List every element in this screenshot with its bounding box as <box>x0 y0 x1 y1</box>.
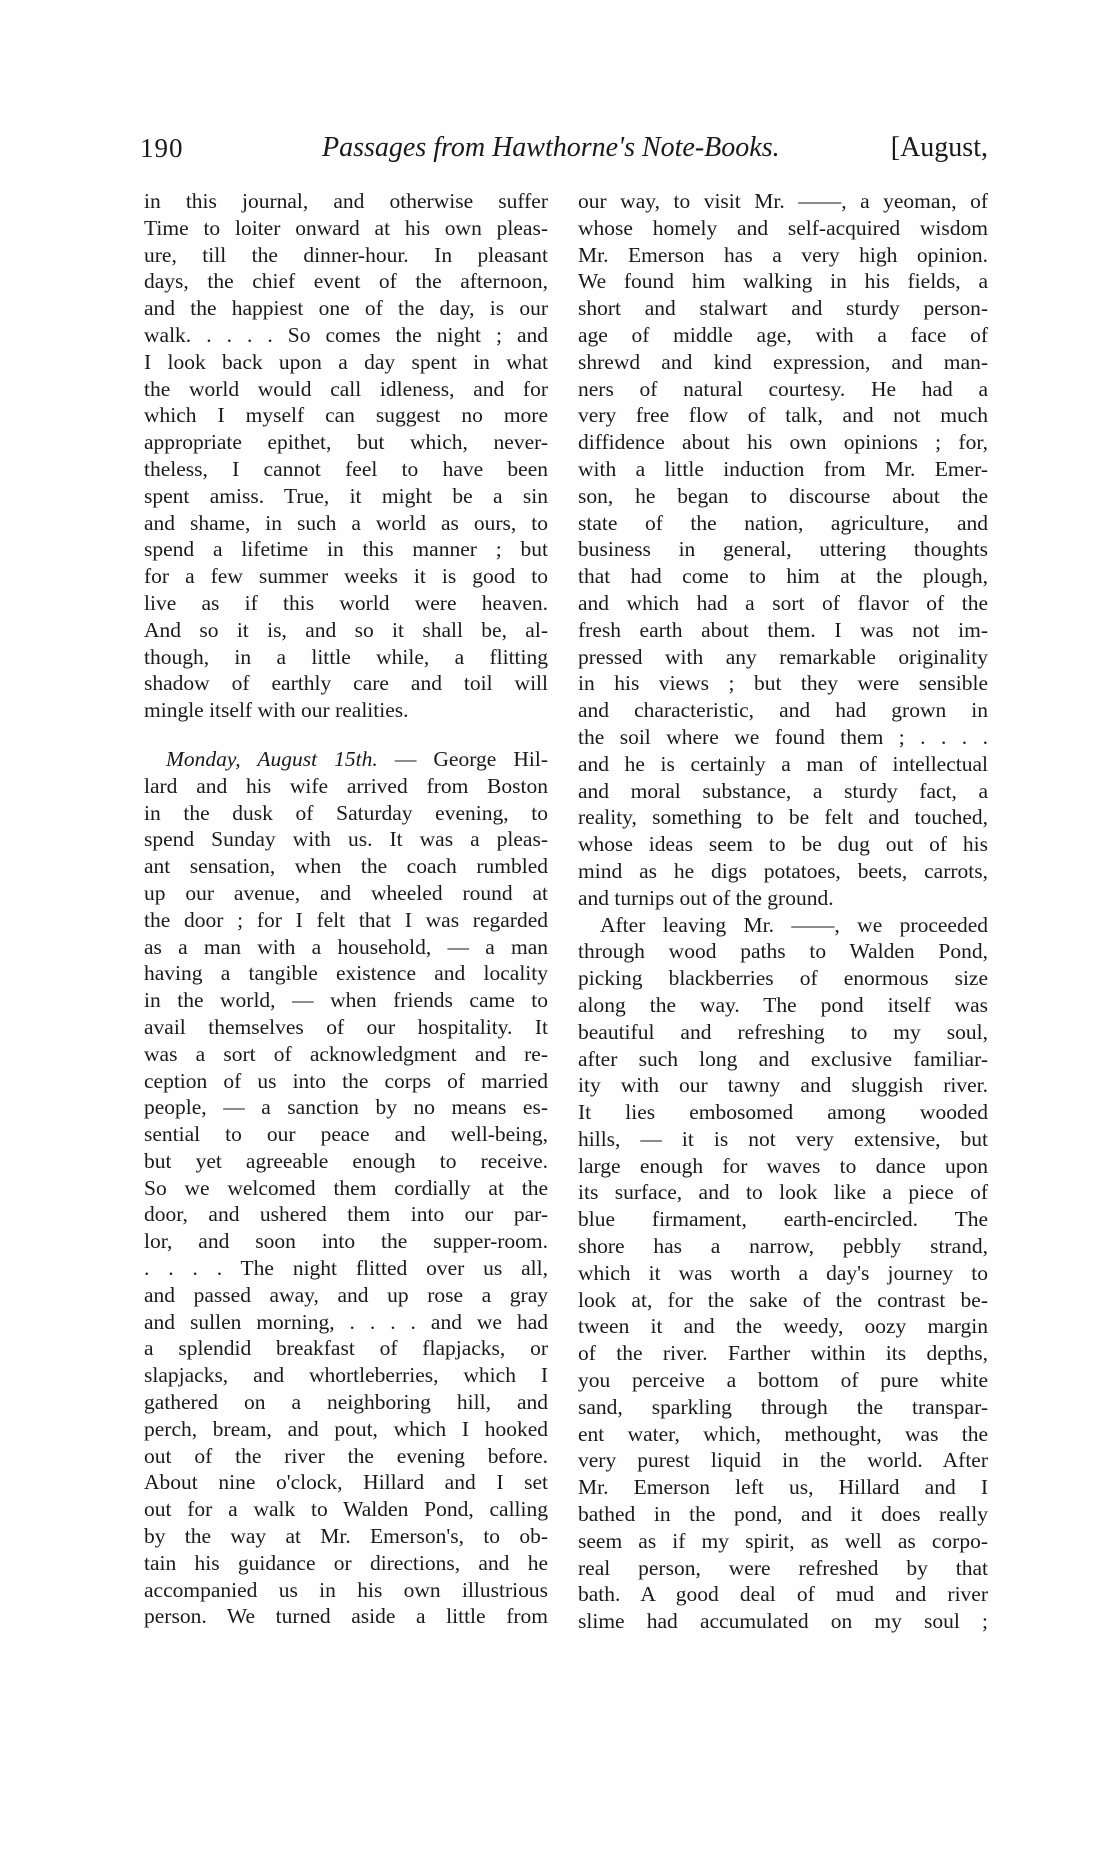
page-number: 190 <box>140 133 184 163</box>
text-line: though, in a little while, a flitting <box>144 644 548 669</box>
text-line: the world would call idleness, and for <box>144 376 548 401</box>
text-line: and turnips out of the ground. <box>578 885 834 910</box>
text-line: in his views ; but they were sensible <box>578 671 988 696</box>
text-line: Time to loiter onward at his own pleas- <box>144 215 548 240</box>
text-line: spend a lifetime in this manner ; but <box>144 537 548 562</box>
text-line: sential to our peace and well-being, <box>144 1122 548 1147</box>
text-line: and moral substance, a sturdy fact, a <box>578 778 988 803</box>
text-line: out for a walk to Walden Pond, calling <box>144 1497 548 1522</box>
entry-first-line: — George Hil- <box>377 746 548 771</box>
text-line: accompanied us in his own illustrious <box>144 1577 548 1602</box>
text-line: perch, bream, and pout, which I hooked <box>144 1416 548 1441</box>
text-line: ception of us into the corps of married <box>144 1068 548 1093</box>
text-line: spend Sunday with us. It was a pleas- <box>144 827 548 852</box>
text-line: having a tangible existence and locality <box>144 961 548 986</box>
text-line: days, the chief event of the afternoon, <box>144 269 548 294</box>
text-line: of the river. Farther within its depths, <box>578 1341 988 1366</box>
text-line: after such long and exclusive familiar- <box>578 1046 988 1071</box>
text-line: reality, something to be felt and touched, <box>578 805 988 830</box>
text-line: large enough for waves to dance upon <box>578 1153 988 1178</box>
left-column <box>144 188 548 1630</box>
text-line: avail themselves of our hospitality. It <box>144 1014 548 1039</box>
text-line: and the happiest one of the day, is our <box>144 296 548 321</box>
text-line: and he is certainly a man of intellectual <box>578 751 988 776</box>
text-line: was a sort of acknowledgment and re- <box>144 1041 548 1066</box>
section-label: [August, <box>890 132 988 163</box>
text-line: in this journal, and otherwise suffer <box>144 189 548 213</box>
text-line: business in general, uttering thoughts <box>578 537 988 562</box>
text-line: with a little induction from Mr. Emer- <box>578 456 988 481</box>
text-line: whose ideas seem to be dug out of his <box>578 832 988 857</box>
text-line: and sullen morning, . . . . and we had <box>144 1309 548 1334</box>
text-line: shrewd and kind expression, and man- <box>578 349 988 374</box>
text-line: slapjacks, and whortleberries, which I <box>144 1363 548 1388</box>
text-line: person. We turned aside a little from <box>144 1604 548 1629</box>
text-line: door, and ushered them into our par- <box>144 1202 548 1227</box>
text-line: people, — a sanction by no means es- <box>144 1095 548 1120</box>
text-line: which it was worth a day's journey to <box>578 1260 988 1285</box>
text-line: and passed away, and up rose a gray <box>144 1282 548 1307</box>
text-line: that had come to him at the plough, <box>578 564 988 589</box>
text-line: out of the river the evening before. <box>144 1443 548 1468</box>
text-line: state of the nation, agriculture, and <box>578 510 988 535</box>
text-line: short and stalwart and sturdy person- <box>578 296 988 321</box>
text-line: lard and his wife arrived from Boston <box>144 773 548 798</box>
text-line: which I myself can suggest no more <box>144 403 548 428</box>
text-line: So we welcomed them cordially at the <box>144 1175 548 1200</box>
text-line: you perceive a bottom of pure white <box>578 1368 988 1393</box>
text-line: the soil where we found them ; . . . . <box>578 724 988 749</box>
right-column <box>578 188 988 1635</box>
text-line: I look back upon a day spent in what <box>144 349 548 374</box>
text-line: look at, for the sake of the contrast be- <box>578 1287 988 1312</box>
text-line: live as if this world were heaven. <box>144 590 548 615</box>
text-line: real person, were refreshed by that <box>578 1555 988 1580</box>
text-line: hills, — it is not very extensive, but <box>578 1126 988 1151</box>
text-line: diffidence about his own opinions ; for, <box>578 430 988 455</box>
text-line: It lies embosomed among wooded <box>578 1100 988 1125</box>
paragraph <box>144 746 548 1630</box>
text-line: theless, I cannot feel to have been <box>144 456 548 481</box>
entry-date: Monday, August 15th. <box>166 746 378 771</box>
text-line: through wood paths to Walden Pond, <box>578 939 988 964</box>
running-header <box>140 128 988 168</box>
running-title: Passages from Hawthorne's Note-Books. <box>322 132 780 163</box>
text-line: ity with our tawny and sluggish river. <box>578 1073 988 1098</box>
text-line: And so it is, and so it shall be, al- <box>144 617 548 642</box>
text-line: its surface, and to look like a piece of <box>578 1180 988 1205</box>
text-line: in the world, — when friends came to <box>144 988 548 1013</box>
text-line: our way, to visit Mr. ——, a yeoman, of <box>578 189 988 213</box>
text-line: very purest liquid in the world. After <box>578 1448 988 1473</box>
text-line: son, he began to discourse about the <box>578 483 988 508</box>
text-line: bath. A good deal of mud and river <box>578 1582 988 1607</box>
text-line: mind as he digs potatoes, beets, carrots, <box>578 858 988 883</box>
text-line: very free flow of talk, and not much <box>578 403 988 428</box>
text-line: appropriate epithet, but which, never- <box>144 430 548 455</box>
text-line: pressed with any remarkable originality <box>578 644 988 669</box>
text-line: We found him walking in his fields, a <box>578 269 988 294</box>
text-line <box>144 746 548 773</box>
paragraph <box>144 188 548 724</box>
text-line: ant sensation, when the coach rumbled <box>144 854 548 879</box>
text-line: slime had accumulated on my soul ; <box>578 1609 988 1634</box>
text-line: a splendid breakfast of flapjacks, or <box>144 1336 548 1361</box>
paragraph <box>578 912 988 1636</box>
text-line: shadow of earthly care and toil will <box>144 671 548 696</box>
text-line: seem as if my spirit, as well as corpo- <box>578 1528 988 1553</box>
text-line: spent amiss. True, it might be a sin <box>144 483 548 508</box>
text-line: gathered on a neighboring hill, and <box>144 1390 548 1415</box>
text-line: mingle itself with our realities. <box>144 698 409 723</box>
text-line: . . . . The night flitted over us all, <box>144 1256 548 1281</box>
text-line: by the way at Mr. Emerson's, to ob- <box>144 1524 548 1549</box>
text-line: After leaving Mr. ——, we proceeded <box>600 912 988 937</box>
text-line: and which had a sort of flavor of the <box>578 590 988 615</box>
text-line: and characteristic, and had grown in <box>578 698 988 723</box>
text-line: whose homely and self-acquired wisdom <box>578 215 988 240</box>
text-line: tween it and the weedy, oozy margin <box>578 1314 988 1339</box>
text-line: in the dusk of Saturday evening, to <box>144 800 548 825</box>
paragraph <box>578 188 988 912</box>
text-line: walk. . . . . So comes the night ; and <box>144 322 548 347</box>
text-line: fresh earth about them. I was not im- <box>578 617 988 642</box>
text-line: About nine o'clock, Hillard and I set <box>144 1470 548 1495</box>
text-line: picking blackberries of enormous size <box>578 966 988 991</box>
text-line: ure, till the dinner-hour. In pleasant <box>144 242 548 267</box>
text-line: ent water, which, methought, was the <box>578 1421 988 1446</box>
text-line: lor, and soon into the supper-room. <box>144 1229 548 1254</box>
text-line: up our avenue, and wheeled round at <box>144 880 548 905</box>
text-line: sand, sparkling through the transpar- <box>578 1394 988 1419</box>
text-line: blue firmament, earth-encircled. The <box>578 1207 988 1232</box>
text-line: Mr. Emerson has a very high opinion. <box>578 242 988 267</box>
text-line: the door ; for I felt that I was regarded <box>144 907 548 932</box>
text-line: and shame, in such a world as ours, to <box>144 510 548 535</box>
text-line: for a few summer weeks it is good to <box>144 564 548 589</box>
text-line: shore has a narrow, pebbly strand, <box>578 1234 988 1259</box>
paragraph-gap <box>144 724 548 746</box>
text-line: tain his guidance or directions, and he <box>144 1550 548 1575</box>
text-line: along the way. The pond itself was <box>578 992 988 1017</box>
text-line: Mr. Emerson left us, Hillard and I <box>578 1475 988 1500</box>
text-line: bathed in the pond, and it does really <box>578 1502 988 1527</box>
text-line: but yet agreeable enough to receive. <box>144 1148 548 1173</box>
text-line: age of middle age, with a face of <box>578 322 988 347</box>
text-line: beautiful and refreshing to my soul, <box>578 1019 988 1044</box>
text-line: as a man with a household, — a man <box>144 934 548 959</box>
text-line: ners of natural courtesy. He had a <box>578 376 988 401</box>
